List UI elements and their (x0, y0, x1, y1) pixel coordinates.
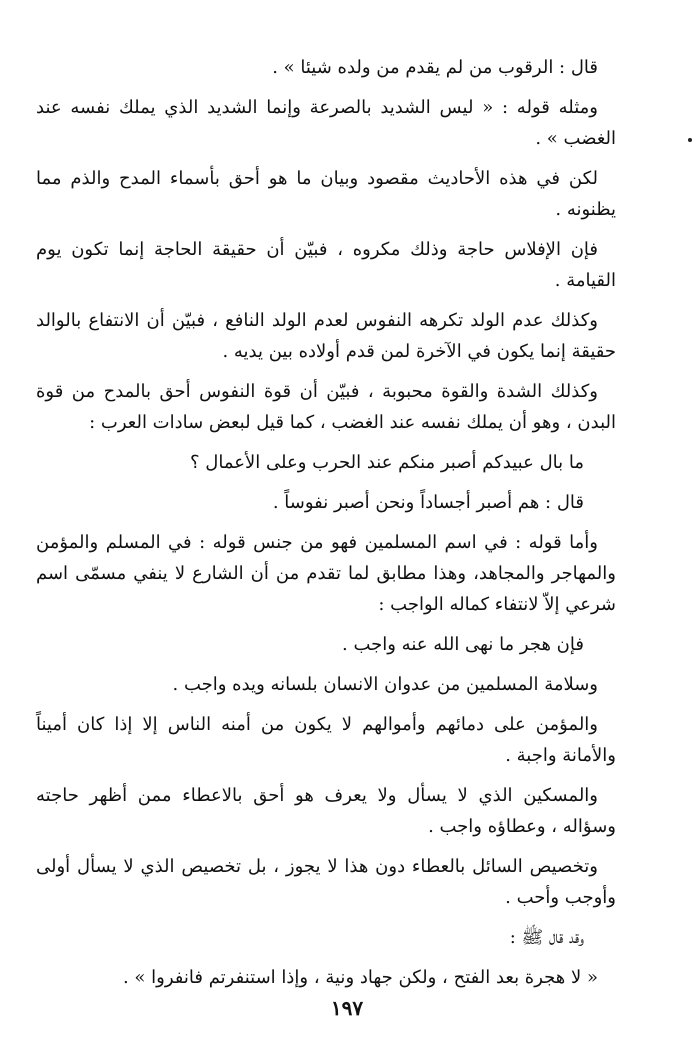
paragraph: وكذلك عدم الولد تكرهه النفوس لعدم الولد النافع ، فبيّن أن الانتفاع بالوالد حقيقة إنما يكون في الآخرة لمن قدم أولاده بين يديه . (36, 310, 616, 362)
paragraph: وقد قال ﷺ : (509, 927, 584, 948)
page-body (36, 52, 616, 1002)
quote-line: قال : هم أصبر أجساداً ونحن أصبر نفوساً . (272, 492, 584, 513)
margin-dot (688, 138, 692, 142)
quote-line: ما بال عبيدكم أصبر منكم عند الحرب وعلى الأعمال ؟ (190, 452, 584, 473)
list-item: وسلامة المسلمين من عدوان الانسان بلسانه ويده واجب . (172, 674, 598, 695)
paragraph: والمسكين الذي لا يسأل ولا يعرف هو أحق بالاعطاء ممن أظهر حاجته وسؤاله ، وعطاؤه واجب . (36, 785, 616, 837)
page-number: ١٩٧ (330, 996, 364, 1020)
paragraph: فإن الإفلاس حاجة وذلك مكروه ، فبيّن أن حقيقة الحاجة إنما تكون يوم القيامة . (36, 239, 616, 291)
list-item: فإن هجر ما نهى الله عنه واجب . (342, 634, 584, 655)
paragraph: وتخصيص السائل بالعطاء دون هذا لا يجوز ، بل تخصيص الذي لا يسأل أولى وأوجب وأحب . (36, 856, 616, 908)
paragraph: قال : الرقوب من لم يقدم من ولده شيئا » . (272, 57, 598, 78)
paragraph: وكذلك الشدة والقوة محبوبة ، فبيّن أن قوة النفوس أحق بالمدح من قوة البدن ، وهو أن يملك نفسه عند الغضب ، كما قيل لبعض سادات العرب : (36, 381, 616, 433)
paragraph: لكن في هذه الأحاديث مقصود وبيان ما هو أحق بأسماء المدح والذم مما يظنونه . (36, 168, 616, 220)
paragraph: ومثله قوله : « ليس الشديد بالصرعة وإنما الشديد الذي يملك نفسه عند الغضب » . (36, 97, 616, 149)
paragraph: والمؤمن على دمائهم وأموالهم لا يكون من أمنه الناس إلا إذا كان أميناً والأمانة واجبة . (36, 714, 616, 766)
paragraph: وأما قوله : في اسم المسلمين فهو من جنس قوله : في المسلم والمؤمن والمهاجر والمجاهد، وهذا مطابق لما تقدم من أن الشارع لا ينفي مسمّى اسم شرعي إلاّ لانتفاء كماله الواجب : (36, 532, 616, 615)
hadith-quote: « لا هجرة بعد الفتح ، ولكن جهاد ونية ، وإذا استنفرتم فانفروا » . (122, 967, 598, 988)
